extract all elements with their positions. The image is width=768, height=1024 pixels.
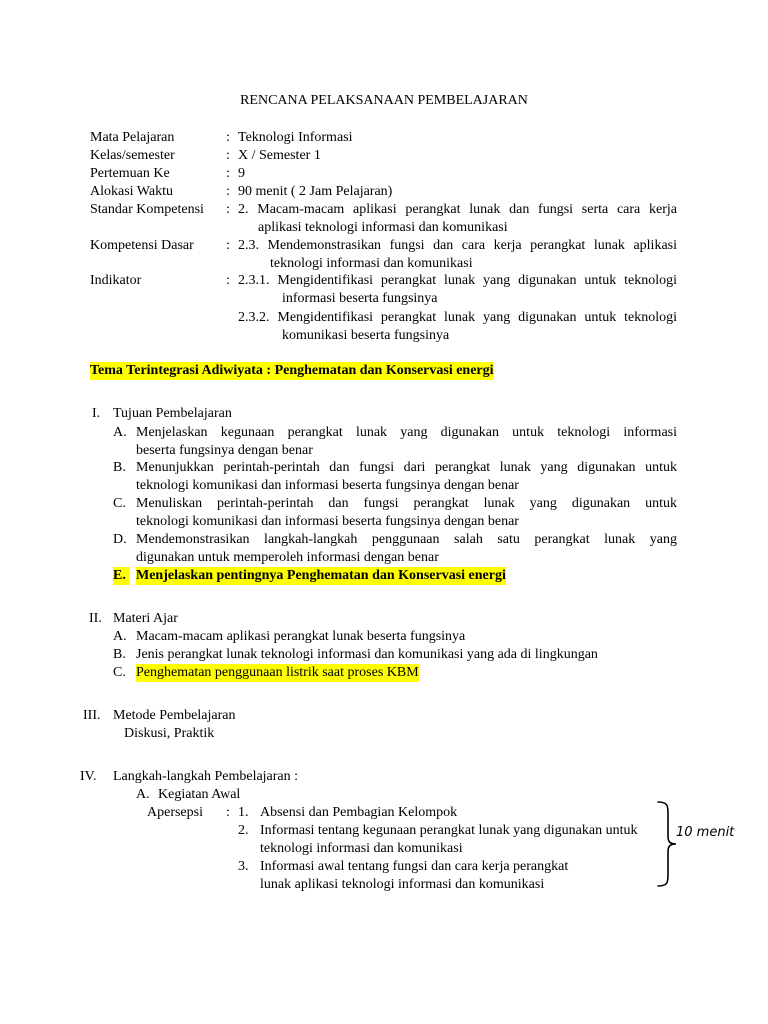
identity-label: Standar Kompetensi (90, 202, 204, 217)
item-letter: D. (113, 532, 127, 547)
item-letter: E. (113, 567, 130, 585)
identity-value: X / Semester 1 (238, 148, 321, 163)
item-text: Menuliskan perintah-perintah dan fungsi perangkat lunak yang digunakan untuk (136, 496, 677, 511)
identity-value: 9 (238, 166, 245, 181)
item-text-highlight: Menjelaskan pentingnya Penghematan dan Konservasi energi (136, 568, 506, 583)
identity-value: 2.3. Mendemonstrasikan fungsi dan cara kerja perangkat lunak aplikasi (238, 238, 677, 253)
identity-colon: : (226, 148, 230, 163)
identity-colon: : (226, 273, 230, 288)
curly-brace-icon (650, 798, 680, 890)
item-letter: C. (113, 665, 126, 680)
identity-colon: : (226, 202, 230, 217)
apersepsi-label: Apersepsi (147, 805, 203, 820)
page-title: RENCANA PELAKSANAAN PEMBELAJARAN (240, 93, 528, 108)
step-number: 3. (238, 859, 249, 874)
identity-value: 2. Macam-macam aplikasi perangkat lunak dan fungsi serta cara kerja (238, 202, 677, 217)
indicator-2-cont: komunikasi beserta fungsinya (282, 328, 450, 343)
identity-colon: : (226, 238, 230, 253)
item-text: Menjelaskan kegunaan perangkat lunak yang digunakan untuk teknologi informasi (136, 425, 677, 440)
identity-label: Kelas/semester (90, 148, 175, 163)
item-letter: B. (113, 647, 126, 662)
identity-value-cont: teknologi informasi dan komunikasi (270, 256, 473, 271)
section-heading: Langkah-langkah Pembelajaran : (113, 769, 299, 784)
section-heading: Metode Pembelajaran (113, 708, 236, 723)
section-heading: Materi Ajar (113, 611, 178, 626)
section-number: II. (89, 611, 102, 626)
time-note: 10 menit (676, 825, 735, 840)
identity-value-cont: aplikasi teknologi informasi dan komunikasi (258, 220, 508, 235)
identity-colon: : (226, 130, 230, 145)
step-number: 1. (238, 805, 249, 820)
step-text: Informasi tentang kegunaan perangkat lunak yang digunakan untuk (260, 823, 638, 838)
item-text-cont: teknologi komunikasi dan informasi beserta fungsinya dengan benar (136, 514, 519, 529)
identity-label: Kompetensi Dasar (90, 238, 194, 253)
section-heading: Tujuan Pembelajaran (113, 406, 232, 421)
section-number: I. (92, 406, 101, 421)
identity-value-cont: informasi beserta fungsinya (282, 291, 438, 306)
item-text: Menunjukkan perintah-perintah dan fungsi dari perangkat lunak yang digunakan untuk (136, 460, 677, 475)
section-number: III. (83, 708, 101, 723)
item-text: Jenis perangkat lunak teknologi informasi dan komunikasi yang ada di lingkungan (136, 647, 598, 662)
item-letter: A. (113, 425, 127, 440)
identity-value: Teknologi Informasi (238, 130, 353, 145)
identity-label: Alokasi Waktu (90, 184, 173, 199)
step-number: 2. (238, 823, 249, 838)
sub-letter: A. (136, 787, 150, 802)
item-text: Mendemonstrasikan langkah-langkah penggunaan salah satu perangkat lunak yang (136, 532, 677, 547)
identity-value: 90 menit ( 2 Jam Pelajaran) (238, 184, 393, 199)
step-text: Informasi awal tentang fungsi dan cara kerja perangkat (260, 859, 569, 874)
section-body: Diskusi, Praktik (124, 726, 215, 741)
step-text-cont: lunak aplikasi teknologi informasi dan komunikasi (260, 877, 545, 892)
identity-label: Indikator (90, 273, 142, 288)
indicator-2: 2.3.2. Mengidentifikasi perangkat lunak yang digunakan untuk teknologi (238, 310, 677, 325)
step-text-cont: teknologi informasi dan komunikasi (260, 841, 463, 856)
sub-heading: Kegiatan Awal (158, 787, 241, 802)
section-number: IV. (80, 769, 97, 784)
apersepsi-colon: : (226, 805, 230, 820)
step-text: Absensi dan Pembagian Kelompok (260, 805, 458, 820)
identity-colon: : (226, 166, 230, 181)
item-letter: A. (113, 629, 127, 644)
theme-highlight: Tema Terintegrasi Adiwiyata : Penghematan dan Konservasi energi (90, 363, 494, 378)
identity-value: 2.3.1. Mengidentifikasi perangkat lunak yang digunakan untuk teknologi (238, 273, 677, 288)
identity-colon: : (226, 184, 230, 199)
item-text-cont: teknologi komunikasi dan informasi beserta fungsinya dengan benar (136, 478, 519, 493)
item-text-cont: beserta fungsinya dengan benar (136, 443, 313, 458)
item-text-cont: digunakan untuk memperoleh informasi dengan benar (136, 550, 439, 565)
item-text-highlight: Penghematan penggunaan listrik saat proses KBM (136, 665, 419, 680)
identity-label: Mata Pelajaran (90, 130, 175, 145)
item-letter: C. (113, 496, 126, 511)
item-text: Macam-macam aplikasi perangkat lunak beserta fungsinya (136, 629, 466, 644)
item-letter: B. (113, 460, 126, 475)
identity-label: Pertemuan Ke (90, 166, 170, 181)
